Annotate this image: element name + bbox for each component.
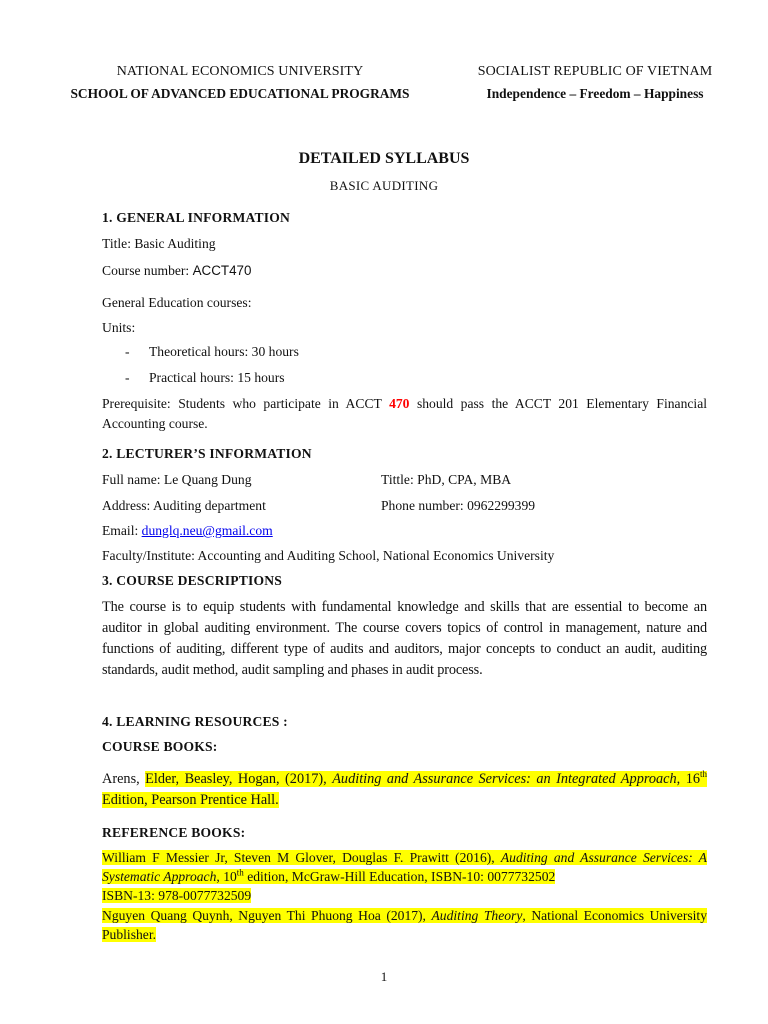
reference-book-2-highlight <box>102 908 707 942</box>
course-book-entry <box>102 769 707 811</box>
email-link[interactable]: dunglq.neu@gmail.com <box>141 523 273 538</box>
practical-hours: Practical hours: 15 hours <box>149 370 285 385</box>
prerequisite-text-end: should pass the ACCT 201 Elementary Financial Accounting course. <box>102 396 708 431</box>
lecturer-faculty: Faculty/Institute: Accounting and Auditing School, National Economics University <box>102 548 555 563</box>
prerequisite-paragraph <box>102 394 707 434</box>
lecturer-information-heading: 2. LECTURER’S INFORMATION <box>102 446 312 461</box>
course-book-publisher: Edition, Pearson Prentice Hall. <box>102 792 279 808</box>
course-book-prefix: Arens, <box>102 771 146 787</box>
reference-book-1-isbn13: ISBN-13: 978-0077732509 <box>102 888 252 903</box>
university-name: NATIONAL ECONOMICS UNIVERSITY <box>116 64 364 79</box>
reference-book-1 <box>102 848 707 905</box>
lecturer-title: Tittle: PhD, CPA, MBA <box>381 472 512 487</box>
prerequisite-course-number: 470 <box>389 396 410 411</box>
lecturer-email-line <box>102 521 707 541</box>
course-book-title: Auditing and Assurance Services: an Integrated Approach <box>332 771 677 787</box>
lecturer-full-name: Full name: Le Quang Dung <box>102 472 252 487</box>
course-description-paragraph: The course is to equip students with fundamental knowledge and skills that are essential to become an auditor in global auditing environment. The course covers topics of control in management, nature and functions of auditing, different type of audits and auditors, major concepts to conduct an audit, auditing standards, audit method, audit sampling and phases in audit process. <box>102 599 707 678</box>
course-book-edition: , 16 <box>676 771 700 787</box>
course-number-line <box>102 261 707 281</box>
theoretical-hours: Theoretical hours: 30 hours <box>149 344 299 359</box>
course-number-value: ACCT470 <box>192 263 252 278</box>
reference-book-1-highlight <box>102 850 707 903</box>
lecturer-address: Address: Auditing department <box>102 498 266 513</box>
course-title-line: Title: Basic Auditing <box>102 236 216 251</box>
reference-book-2-publisher: , National Economics University Publisher. <box>102 908 707 942</box>
reference-book-1-edition: , 10 <box>216 869 237 884</box>
units-line: Units: <box>102 320 136 335</box>
course-book-highlight <box>102 771 707 808</box>
reference-book-2 <box>102 906 707 944</box>
school-name: SCHOOL OF ADVANCED EDUCATIONAL PROGRAMS <box>70 86 410 101</box>
page-number: 1 <box>380 969 388 984</box>
course-book-edition-suffix: th <box>699 769 707 780</box>
reference-book-1-edition-suffix: th <box>236 867 244 878</box>
document-title: DETAILED SYLLABUS <box>298 150 470 167</box>
course-books-heading: COURSE BOOKS: <box>102 739 218 754</box>
general-information-heading: 1. GENERAL INFORMATION <box>102 210 291 225</box>
course-book-authors: Elder, Beasley, Hogan, (2017), <box>145 771 333 787</box>
email-label: Email: <box>102 523 142 538</box>
bullet-dash: - <box>125 344 130 359</box>
general-education-line: General Education courses: <box>102 295 252 310</box>
reference-book-2-authors: Nguyen Quang Quynh, Nguyen Thi Phuong Hoa (2017), <box>102 908 432 923</box>
reference-book-1-authors: William F Messier Jr, Steven M Glover, Douglas F. Prawitt (2016), <box>102 850 501 865</box>
bullet-dash: - <box>125 370 130 385</box>
course-number-label: Course number: <box>102 263 193 278</box>
lecturer-phone: Phone number: 0962299399 <box>381 498 536 513</box>
course-subtitle: BASIC AUDITING <box>329 178 439 193</box>
reference-book-1-title: Auditing and Assurance Services: A Systematic Approach <box>102 850 707 884</box>
reference-book-1-publisher: edition, McGraw-Hill Education, ISBN-10: 0077732502 <box>243 869 556 884</box>
national-motto: Independence – Freedom – Happiness <box>486 86 704 101</box>
course-descriptions-heading: 3. COURSE DESCRIPTIONS <box>102 573 283 588</box>
republic-name: SOCIALIST REPUBLIC OF VIETNAM <box>477 64 713 79</box>
prerequisite-text: Prerequisite: Students who participate in ACCT <box>102 396 390 411</box>
learning-resources-heading: 4. LEARNING RESOURCES : <box>102 714 288 729</box>
reference-books-heading: REFERENCE BOOKS: <box>102 825 246 840</box>
reference-book-2-title: Auditing Theory <box>431 908 523 923</box>
